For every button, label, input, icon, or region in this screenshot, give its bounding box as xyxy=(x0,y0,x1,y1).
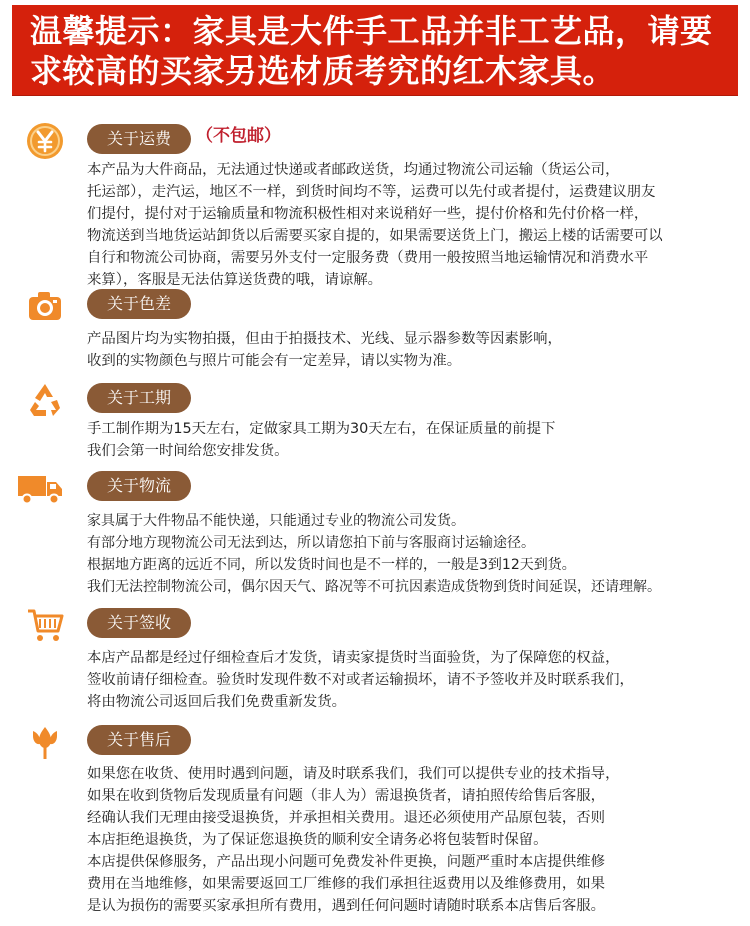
shopping-cart-icon xyxy=(25,605,65,645)
yen-coin-icon xyxy=(25,121,65,161)
camera-icon xyxy=(25,286,65,326)
body-line: 收到的实物颜色与照片可能会有一定差异，请以实物为准。 xyxy=(87,353,462,369)
body-line: 本店产品都是经过仔细检查后才发货，请卖家提货时当面验货，为了保障您的权益， xyxy=(87,650,620,666)
section-label: 关于运费 xyxy=(87,124,191,154)
body-line: 如果在收到货物后发现质量有问题（非人为）需退换货者，请拍照传给售后客服， xyxy=(87,788,606,804)
body-line: 本店提供保修服务，产品出现小问题可免费发补件更换，问题严重时本店提供维修 xyxy=(87,854,606,870)
recycle-icon xyxy=(25,380,65,420)
section-body xyxy=(87,328,562,372)
body-line: 根据地方距离的远近不同，所以发货时间也是不一样的，一般是3到12天到货。 xyxy=(87,557,576,573)
body-line: 物流送到当地货运站卸货以后需要买家自提的，如果需要送货上门，搬运上楼的话需要可以 xyxy=(87,228,663,244)
body-line: 来算），客服是无法估算送货费的哦，请谅解。 xyxy=(87,272,383,288)
section-body xyxy=(87,510,661,598)
body-line: 如果您在收货、使用时遇到问题，请及时联系我们，我们可以提供专业的技术指导， xyxy=(87,766,620,782)
tulip-icon xyxy=(25,722,65,762)
section-label: 关于售后 xyxy=(87,725,191,755)
banner-line-1: 温馨提示：家具是大件手工品并非工艺品，请要 xyxy=(30,12,713,50)
body-line: 们提付，提付对于运输质量和物流积极性相对来说稍好一些，提付价格和先付价格一样， xyxy=(87,206,649,222)
body-line: 有部分地方现物流公司无法到达，所以请您拍下前与客服商讨运输途径。 xyxy=(87,535,535,551)
notice-banner xyxy=(12,5,738,95)
body-line: 本店拒绝退换货，为了保证您退换货的顺利安全请务必将包装暂时保留。 xyxy=(87,832,548,848)
body-line: 家具属于大件物品不能快递，只能通过专业的物流公司发货。 xyxy=(87,513,465,529)
body-line: 自行和物流公司协商，需要另外支付一定服务费（费用一般按照当地运输情况和消费水平 xyxy=(87,250,649,266)
truck-icon xyxy=(16,468,64,508)
section-body xyxy=(87,647,634,713)
body-line: 签收前请仔细检查。验货时发现件数不对或者运输损坏，请不予签收并及时联系我们， xyxy=(87,672,634,688)
section-label: 关于工期 xyxy=(87,383,191,413)
body-line: 手工制作期为15天左右，定做家具工期为30天左右，在保证质量的前提下 xyxy=(87,421,556,437)
banner-line-2: 求较高的买家另选材质考究的红木家具。 xyxy=(30,52,616,90)
body-line: 我们无法控制物流公司，偶尔因天气、路况等不可抗因素造成货物到货时间延误，还请理解。 xyxy=(87,579,661,595)
section-label: 关于签收 xyxy=(87,608,191,638)
body-line: 我们会第一时间给您安排发货。 xyxy=(87,443,289,459)
section-body xyxy=(87,159,663,291)
free-shipping-note: （不包邮） xyxy=(196,126,281,146)
body-line: 托运部），走汽运，地区不一样，到货时间均不等，运费可以先付或者提付，运费建议朋友 xyxy=(87,184,656,200)
body-line: 经确认我们无理由接受退换货，并承担相关费用。退还必须使用产品原包装，否则 xyxy=(87,810,606,826)
body-line: 将由物流公司返回后我们免费重新发货。 xyxy=(87,694,347,710)
body-line: 产品图片均为实物拍摄，但由于拍摄技术、光线、显示器参数等因素影响， xyxy=(87,331,562,347)
body-line: 是认为损伤的需要买家承担所有费用，遇到任何问题时请随时联系本店售后客服。 xyxy=(87,898,606,914)
body-line: 本产品为大件商品，无法通过快递或者邮政送货，均通过物流公司运输（货运公司， xyxy=(87,162,620,178)
section-body xyxy=(87,763,619,917)
section-body xyxy=(87,418,555,462)
section-label: 关于色差 xyxy=(87,289,191,319)
section-label: 关于物流 xyxy=(87,471,191,501)
body-line: 费用在当地维修，如果需要返回工厂维修的我们承担往返费用以及维修费用，如果 xyxy=(87,876,606,892)
